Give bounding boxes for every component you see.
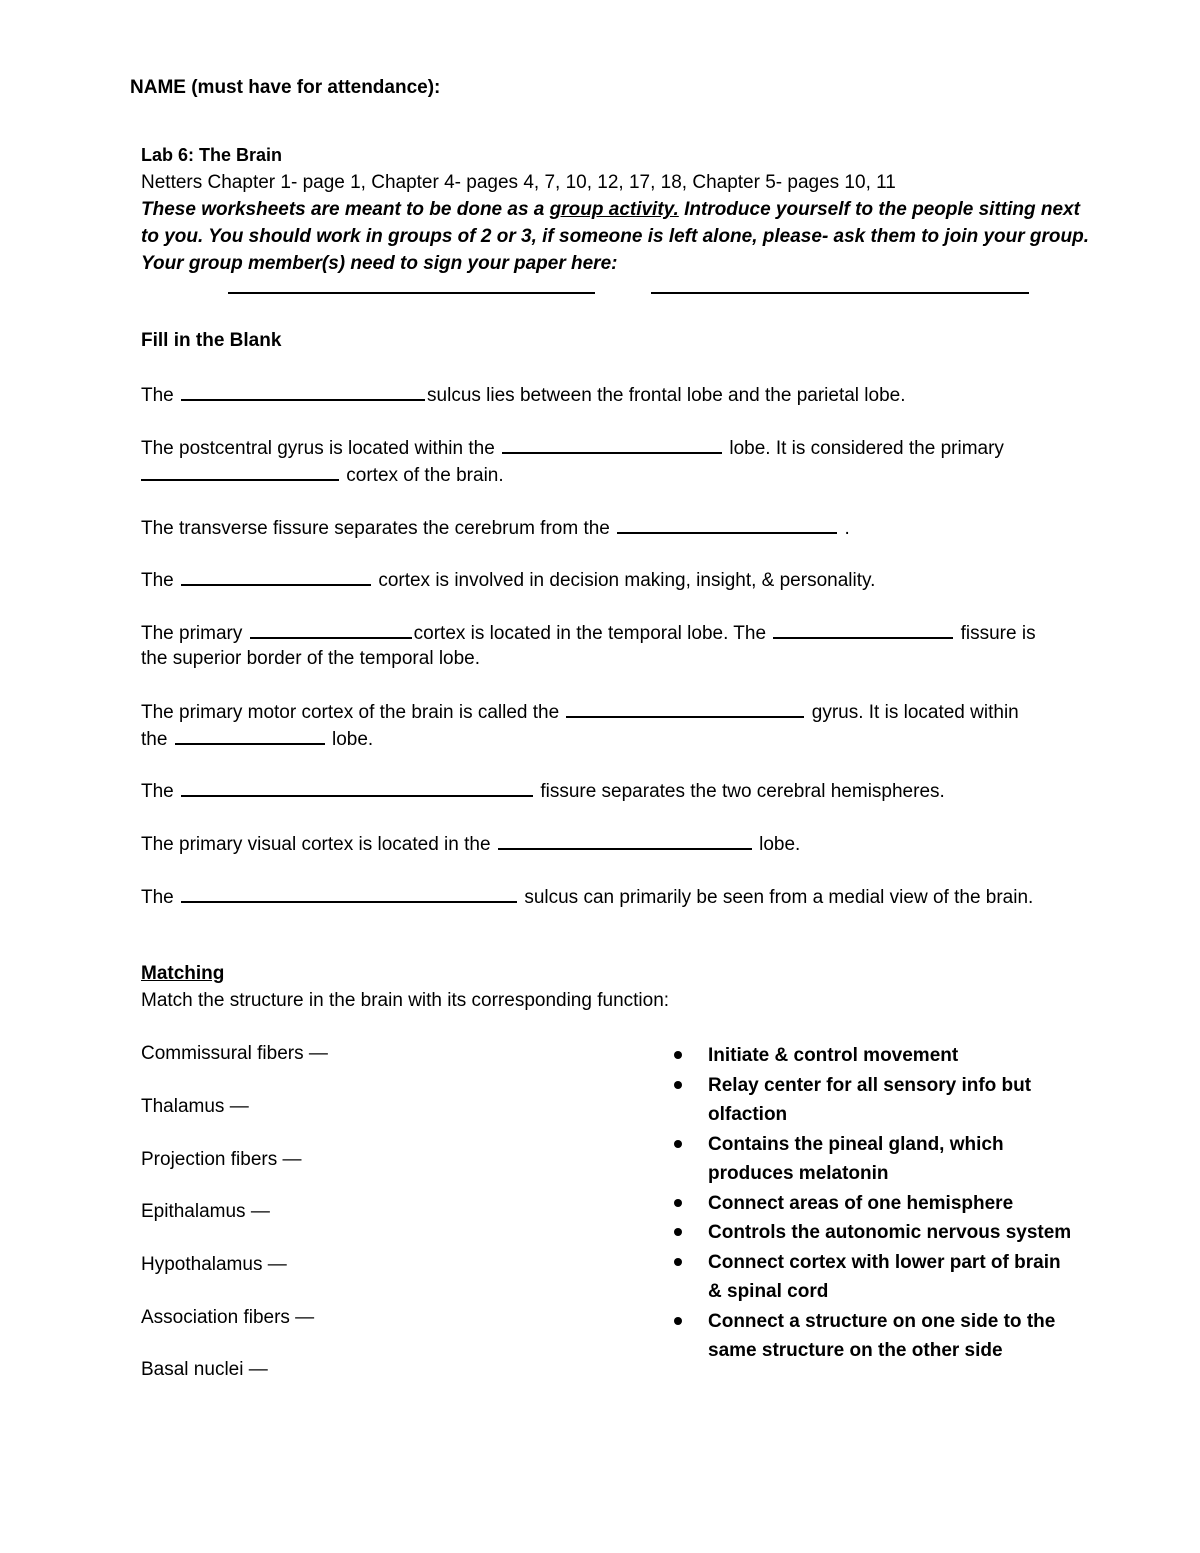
instructions-text: These worksheets are meant to be done as a — [141, 199, 550, 220]
question-text: The postcentral gyrus is located within the — [141, 438, 495, 459]
question-3 — [141, 513, 850, 542]
structure-item: Epithalamus — — [141, 1201, 270, 1222]
lab-references: Netters Chapter 1- page 1, Chapter 4- pages 4, 7, 10, 12, 17, 18, Chapter 5- pages 10, 11 — [141, 172, 896, 193]
question-1 — [141, 380, 906, 409]
lab-title: Lab 6: The Brain — [141, 145, 283, 165]
function-list — [672, 1041, 1072, 1366]
function-item — [672, 1041, 1072, 1071]
signature-line-1[interactable] — [228, 292, 595, 294]
question-text: sulcus can primarily be seen from a medial view of the brain. — [524, 887, 1034, 908]
answer-blank[interactable] — [773, 618, 953, 639]
question-text: cortex of the brain. — [346, 465, 504, 486]
question-5 — [141, 618, 1036, 647]
structure-item: Commissural fibers — — [141, 1043, 328, 1064]
answer-blank[interactable] — [250, 618, 412, 639]
question-text: The transverse fissure separates the cerebrum from the — [141, 518, 610, 539]
question-text: The primary visual cortex is located in the — [141, 834, 491, 855]
function-text: Connect cortex with lower part of brain & spinal cord — [708, 1251, 1061, 1302]
matching-instruction: Match the structure in the brain with its corresponding function: — [141, 990, 670, 1011]
question-text: the — [141, 729, 168, 750]
question-text: The — [141, 887, 174, 908]
answer-blank[interactable] — [141, 460, 339, 481]
bullet-icon — [674, 1199, 682, 1207]
bullet-icon — [674, 1140, 682, 1148]
function-text: Controls the autonomic nervous system — [708, 1222, 1072, 1243]
function-item — [672, 1248, 1072, 1307]
question-text: lobe. It is considered the primary — [729, 438, 1004, 459]
function-text: Connect a structure on one side to the same structure on the other side — [708, 1310, 1056, 1361]
question-5-cont: the superior border of the temporal lobe. — [141, 648, 481, 669]
structure-item: Thalamus — — [141, 1096, 249, 1117]
question-text: The — [141, 385, 174, 406]
question-text: The primary motor cortex of the brain is called the — [141, 702, 560, 723]
function-item — [672, 1130, 1072, 1189]
fill-in-heading: Fill in the Blank — [141, 330, 282, 351]
structure-item: Hypothalamus — — [141, 1254, 287, 1275]
function-text: Connect areas of one hemisphere — [708, 1192, 1014, 1214]
question-text: lobe. — [331, 729, 374, 750]
function-item — [672, 1189, 1072, 1219]
question-2-cont — [141, 460, 504, 489]
bullet-icon — [674, 1317, 682, 1325]
answer-blank[interactable] — [617, 513, 837, 534]
function-item — [672, 1307, 1072, 1366]
question-text: The — [141, 570, 174, 591]
question-text: . — [844, 518, 850, 539]
bullet-icon — [674, 1258, 682, 1266]
question-text: The primary — [141, 623, 243, 644]
question-text: cortex is involved in decision making, insight, & personality. — [378, 570, 876, 591]
lab-instructions-line2: to you. You should work in groups of 2 or 3, if someone is left alone, please- ask them to join your group. — [141, 226, 1090, 247]
bullet-icon — [674, 1081, 682, 1089]
function-item — [672, 1071, 1072, 1130]
answer-blank[interactable] — [566, 697, 804, 718]
structure-item: Projection fibers — — [141, 1149, 302, 1170]
function-text: Relay center for all sensory info but olfaction — [708, 1074, 1032, 1125]
question-2 — [141, 433, 1004, 462]
question-6-cont — [141, 724, 373, 753]
question-7 — [141, 776, 945, 805]
question-text: lobe. — [759, 834, 801, 855]
function-item — [672, 1218, 1072, 1248]
answer-blank[interactable] — [181, 380, 425, 401]
structure-item: Association fibers — — [141, 1307, 315, 1328]
question-9 — [141, 882, 1033, 911]
function-text: Contains the pineal gland, which produces melatonin — [708, 1133, 1004, 1184]
question-text: The — [141, 781, 174, 802]
signature-line-2[interactable] — [651, 292, 1029, 294]
answer-blank[interactable] — [502, 433, 722, 454]
matching-heading: Matching — [141, 963, 225, 984]
question-text: gyrus. It is located within — [811, 702, 1019, 723]
instructions-emphasis: group activity. — [549, 199, 679, 220]
function-text: Initiate & control movement — [708, 1045, 959, 1066]
question-text: fissure separates the two cerebral hemispheres. — [540, 781, 945, 802]
answer-blank[interactable] — [181, 565, 371, 586]
bullet-icon — [674, 1228, 682, 1236]
structure-item: Basal nuclei — — [141, 1359, 268, 1380]
answer-blank[interactable] — [175, 724, 325, 745]
question-4 — [141, 565, 875, 594]
answer-blank[interactable] — [498, 829, 752, 850]
question-text: fissure is — [960, 623, 1036, 644]
question-text: cortex is located in the temporal lobe. The — [413, 623, 767, 644]
lab-instructions-line3: Your group member(s) need to sign your paper here: — [141, 253, 618, 274]
answer-blank[interactable] — [181, 882, 517, 903]
question-8 — [141, 829, 800, 858]
question-text: sulcus lies between the frontal lobe and the parietal lobe. — [427, 385, 906, 406]
instructions-text: Introduce yourself to the people sitting next — [678, 199, 1080, 220]
question-6 — [141, 697, 1019, 726]
lab-instructions-line1 — [141, 196, 1080, 223]
name-label: NAME (must have for attendance): — [130, 77, 441, 98]
bullet-icon — [674, 1051, 682, 1059]
answer-blank[interactable] — [181, 776, 533, 797]
